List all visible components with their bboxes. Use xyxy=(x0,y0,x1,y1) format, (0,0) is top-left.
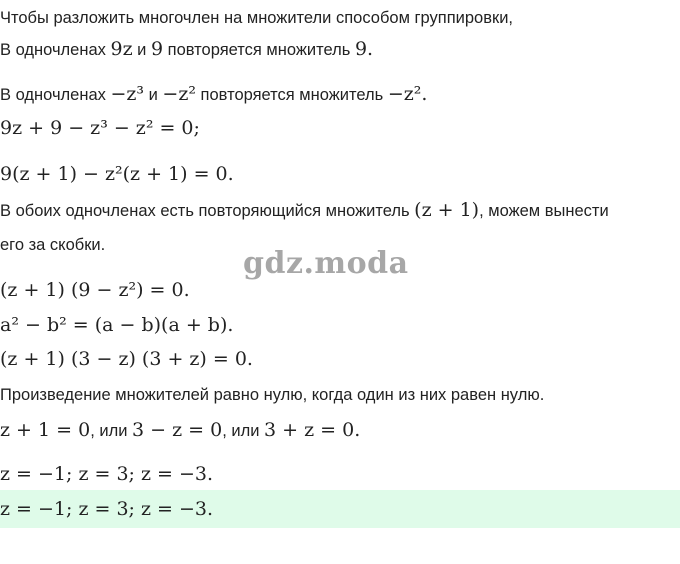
equation-grouped: 9(z + 1) − z²(z + 1) = 0. xyxy=(0,163,234,185)
text-segment: , или xyxy=(90,422,133,440)
text-segment: , можем вынести xyxy=(479,202,609,220)
math-segment: z + 1 = 0 xyxy=(0,419,91,441)
text-segment: и xyxy=(144,86,163,104)
text-segment: повторяется множитель xyxy=(163,41,355,59)
common-factor-z2-line xyxy=(0,82,427,107)
difference-of-squares-formula: a² − b² = (a − b)(a + b). xyxy=(0,314,234,336)
watermark-logo: gdz.moda xyxy=(243,246,409,281)
text-segment: и xyxy=(132,41,151,59)
equation-original: 9z + 9 − z³ − z² = 0; xyxy=(0,117,200,139)
math-segment: −z³ xyxy=(110,83,145,105)
text-segment: его за скобки. xyxy=(0,236,106,254)
math-segment: 9 xyxy=(150,38,164,60)
roots-line: z = −1; z = 3; z = −3. xyxy=(0,463,214,485)
math-segment: −z² xyxy=(162,83,196,105)
common-binomial-line xyxy=(0,198,609,223)
answer-box xyxy=(0,490,680,528)
zero-product-line xyxy=(0,383,544,407)
text-segment: повторяется множитель xyxy=(195,86,388,104)
text-segment: В одночленах xyxy=(0,86,111,104)
text-segment: Произведение множителей равно нулю, когда один из них равен нулю. xyxy=(0,386,545,404)
brackets-line xyxy=(0,233,105,257)
text-segment: В одночленах xyxy=(0,41,111,59)
math-segment: 3 + z = 0. xyxy=(264,419,361,441)
math-segment: 9. xyxy=(354,38,374,60)
text-segment: , или xyxy=(222,422,265,440)
math-segment: (z + 1) xyxy=(414,199,480,221)
equation-fully-factored: (z + 1) (3 − z) (3 + z) = 0. xyxy=(0,348,253,370)
common-factor-9-line xyxy=(0,37,373,62)
answer-text: z = −1; z = 3; z = −3. xyxy=(0,498,214,520)
intro-text: Чтобы разложить многочлен на множители способом группировки, xyxy=(0,9,513,27)
math-segment: 9z xyxy=(110,38,133,60)
text-segment: В обоих одночленах есть повторяющийся множитель xyxy=(0,202,415,220)
cases-line xyxy=(0,418,360,443)
math-segment: −z². xyxy=(387,83,428,105)
intro-line xyxy=(0,6,513,30)
math-segment: 3 − z = 0 xyxy=(132,419,223,441)
equation-factored: (z + 1) (9 − z²) = 0. xyxy=(0,279,190,301)
